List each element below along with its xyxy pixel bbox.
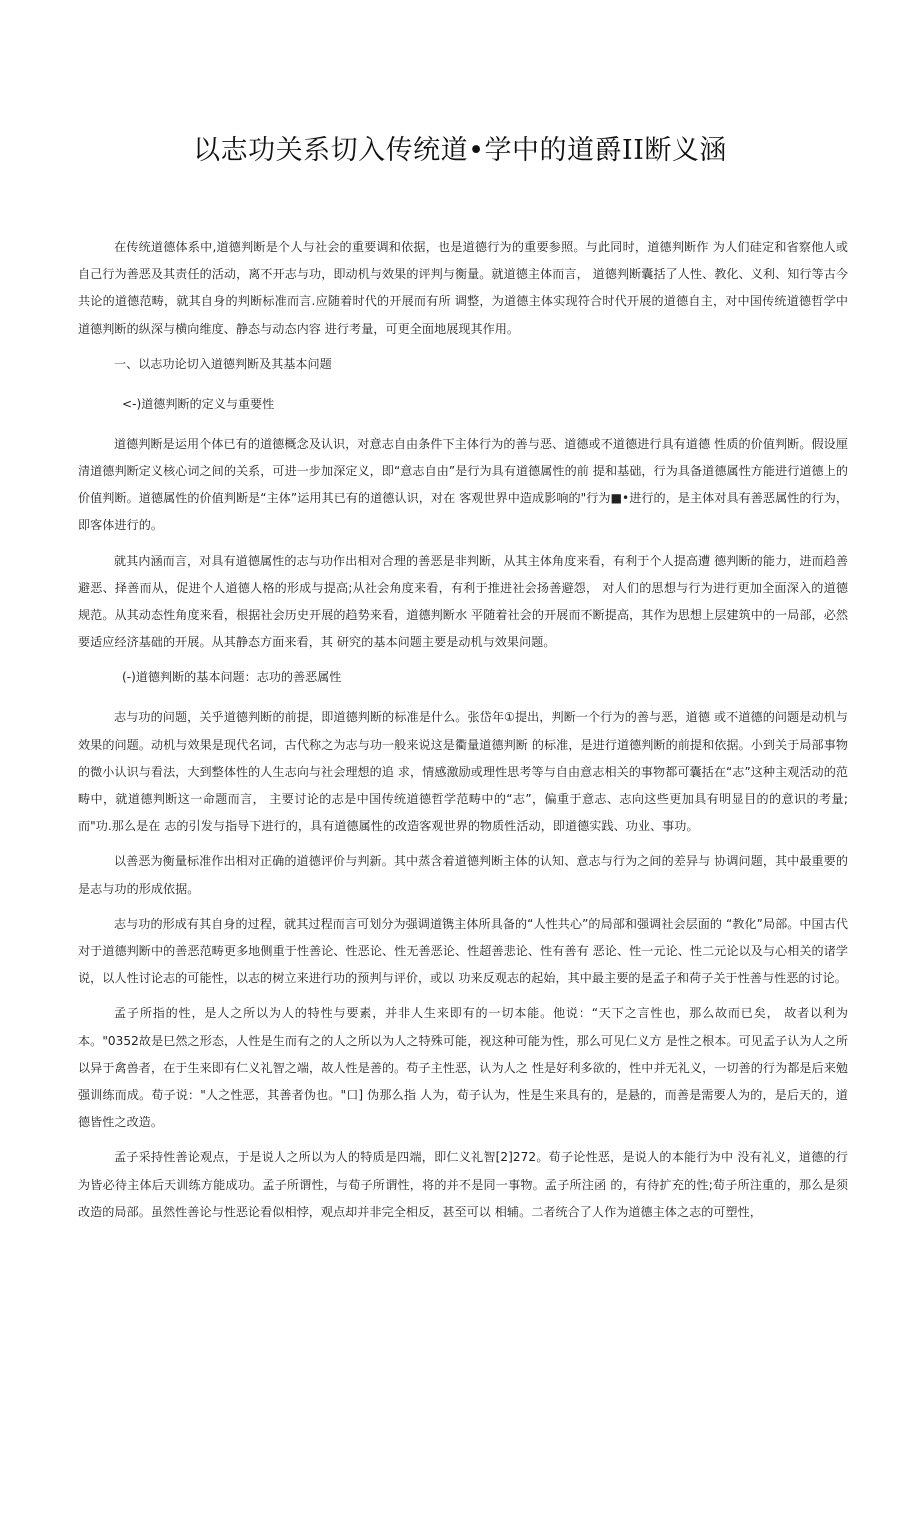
body-paragraph: 以善恶为衡量标准作出相对正确的道德评价与判新。其中蒸含着道德判断主体的认知、意志与行为之间的差异与 协调问题，其中最重要的是志与功的形成依据。 <box>78 854 848 896</box>
body-paragraph: 在传统道德体系中,道德判断是个人与社会的重要调和依据，也是道德行为的重要参照。与此同时，道德判断作 为人们硅定和省察他人或自己行为善恶及其责任的活动，离不开志与功，即动机与效果的评判与衡量。就道德主体而言， 道德判断囊括了人性、教化、义利、知行等古今共论的道德范畴，就其自身的判断标准而言.应随着时代的开展而有所 调整，为道德主体实现符合时代开展的道德自主，对中国传统道德哲学中道德判断的纵深与横向维度、静态与动态内容 进行考量，可更全面地展现其作用。 <box>78 240 848 336</box>
body-paragraph: 志与功的问题，关乎道德判断的前提，即道德判断的标准是什么。张岱年①提出，判断一个行为的善与恶，道德 或不道德的问题是动机与效果的问题。动机与效果是现代名词，古代称之为志与功一般来说这是衢量道德判断 的标准，是进行道德判断的前提和依据。小到关于局部事物的微小认识与看法，大到整体性的人生志向与社会理想的追 求，情感激励或理性思考等与自由意志相关的事物都可囊括在“志”这种主观活动的范畴中，就道德判断这一命题而言， 主要讨论的志是中国传统道德哲学范畴中的“志”，偏重于意志、志向这些更加具有明显目的的意识的考量;而"功.那么是在 志的引发与指导下进行的，具有道德属性的改造客观世界的物质性活动，即道德实践、功业、事功。 <box>78 710 848 834</box>
body-paragraph: 就其内涵而言，对具有道德属性的志与功作出相对合理的善恶是非判断，从其主体角度来看，有利于个人提高遭 德判断的能力，进而趋善避恶、择善而从，促进个人道德人格的形成与提高;从社会角度来看，有利于推进社会扬善避怨， 对人们的思想与行为进行更加全面深入的道德规范。从其动态性角度来看，根据社会历史开展的趋势来看，道德判断水 平随着社会的开展而不断提高，其作为思想上层建筑中的一局部，必然要适应经济基础的开展。从其静态方面来看，其 研究的基本问题主要是动机与效果问题。 <box>78 553 848 650</box>
document-body <box>78 234 848 1234</box>
body-paragraph: 孟子采持性善论观点，于是说人之所以为人的特质是四端，即仁义礼智[2]272。荀子论性恶，是说人的本能行为中 没有礼义，道德的行为皆必待主体后天训练方能成功。孟子所谓性，与荀子所谓性，将的并不是同一事物。孟子所注函 的，有待扩充的性;荀子所注重的，那么是须改造的局部。虽然性善论与性恶论看似相悖，观点却并非完全相反，甚至可以 相辅。二者统合了人作为道德主体之志的可塑性， <box>78 1150 848 1219</box>
body-paragraph: 孟子所指的性，是人之所以为人的特性与要素，并非人生来即有的一切本能。他说：“天下之言性也，那么故而已矣， 故者以利为本。"0352故是巳然之形态，人性是生而有之的人之所以为人之特殊可能，视这种可能为性，那么可见仁义方 是性之根本。可见孟子认为人之所以异于禽兽者，在于生来即有仁义礼智之端，故人性是善的。苟子主性恶，认为人之 性是好利多欲的，性中并无礼义，一切善的行为都是后来勉强训练而成。荀子说："人之性恶，其善者伪也。"口] 伪那么指 人为，荀子认为，性是生来具有的，是悬的，而善是需要人为的，是后天的，道德皆性之改造。 <box>78 1006 848 1130</box>
subsection-heading: (-)道德判断的基本问题：志功的善恶属性 <box>122 670 342 685</box>
subsection-heading: <-)道德判断的定义与重要性 <box>122 396 275 411</box>
document-title: 以志功关系切入传统道•学中的道爵II断义涵 <box>193 135 727 166</box>
body-paragraph: 道德判断是运用个体已有的道德概念及认识，对意志自由条件下主体行为的善与恶、道德或不道德进行具有道德 性质的价值判断。假设厘清道德判断定义核心词之间的关系，可进一步加深定义，即“意志自由”是行为具有道德属性的前 提和基础，行为具备道德属性方能进行道德上的价值判断。道德属性的价值判断是“主体”运用其已有的道德认识，对在 客观世界中造成影响的"行为■•进行的，是主体对具有善恶属性的行为，即客体进行的。 <box>78 436 848 533</box>
body-paragraph: 志与功的形成有其自身的过程，就其过程而言可划分为强调道镌主体所具备的“人性共心”的局部和强调社会层面的 “教化”局部。中国古代对于道德判断中的善恶范畴更多地侧重于性善论、性恶论、性无善恶论、性超善悲论、性有善有 恶论、性一元论、性二元论以及与心相关的诸学说，以人性讨论志的可能性，以志的树立来进行功的预判与评价，或以 功来反观志的起始，其中最主要的是孟子和荷子关于性善与性恶的讨论。 <box>78 916 848 986</box>
section-heading: 一、以志功论切入道德判断及其基本问题 <box>114 356 332 371</box>
